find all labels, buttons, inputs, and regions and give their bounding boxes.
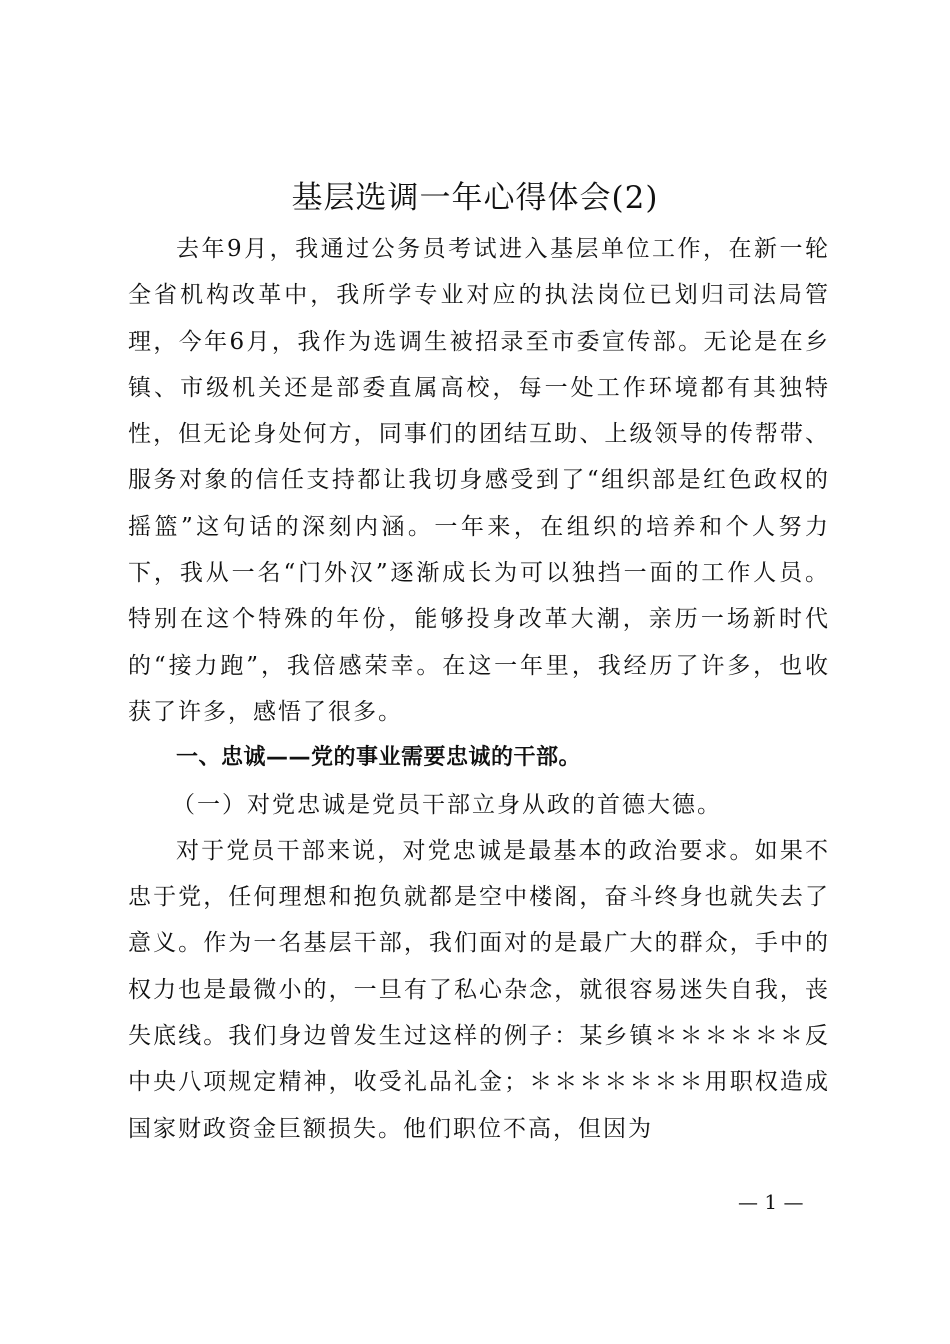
intro-paragraph: 去年9月，我通过公务员考试进入基层单位工作，在新一轮全省机构改革中，我所学专业对应的执法岗位已划归司法局管理，今年6月，我作为选调生被招录至市委宣传部。无论是在乡镇、市级机关还是部委直属高校，每一处工作环境都有其独特性，但无论身处何方，同事们的团结互助、上级领导的传帮带、服务对象的信任支持都让我切身感受到了“组织部是红色政权的摇篮”这句话的深刻内涵。一年来，在组织的培养和个人努力下，我从一名“门外汉”逐渐成长为可以独挡一面的工作人员。特别在这个特殊的年份，能够投身改革大潮，亲历一场新时代的“接力跑”，我倍感荣幸。在这一年里，我经历了许多，也收获了许多，感悟了很多。	[128, 236, 830, 725]
document-body	[128, 226, 830, 1152]
subsection-heading: （一）对党忠诚是党员干部立身从政的首德大德。	[172, 791, 722, 818]
section-heading: 一、忠诚——党的事业需要忠诚的干部。	[176, 745, 582, 771]
document-title: 基层选调一年心得体会(2)	[291, 180, 659, 216]
body-paragraph: 对于党员干部来说，对党忠诚是最基本的政治要求。如果不忠于党，任何理想和抱负就都是空中楼阁，奋斗终身也就失去了意义。作为一名基层干部，我们面对的是最广大的群众，手中的权力也是最微小的，一旦有了私心杂念，就很容易迷失自我，丧失底线。我们身边曾发生过这样的例子：某乡镇＊＊＊＊＊＊反中央八项规定精神，收受礼品礼金；＊＊＊＊＊＊＊用职权造成国家财政资金巨额损失。他们职位不高，但因为	[128, 837, 830, 1142]
page-number: — 1 —	[738, 1190, 804, 1214]
